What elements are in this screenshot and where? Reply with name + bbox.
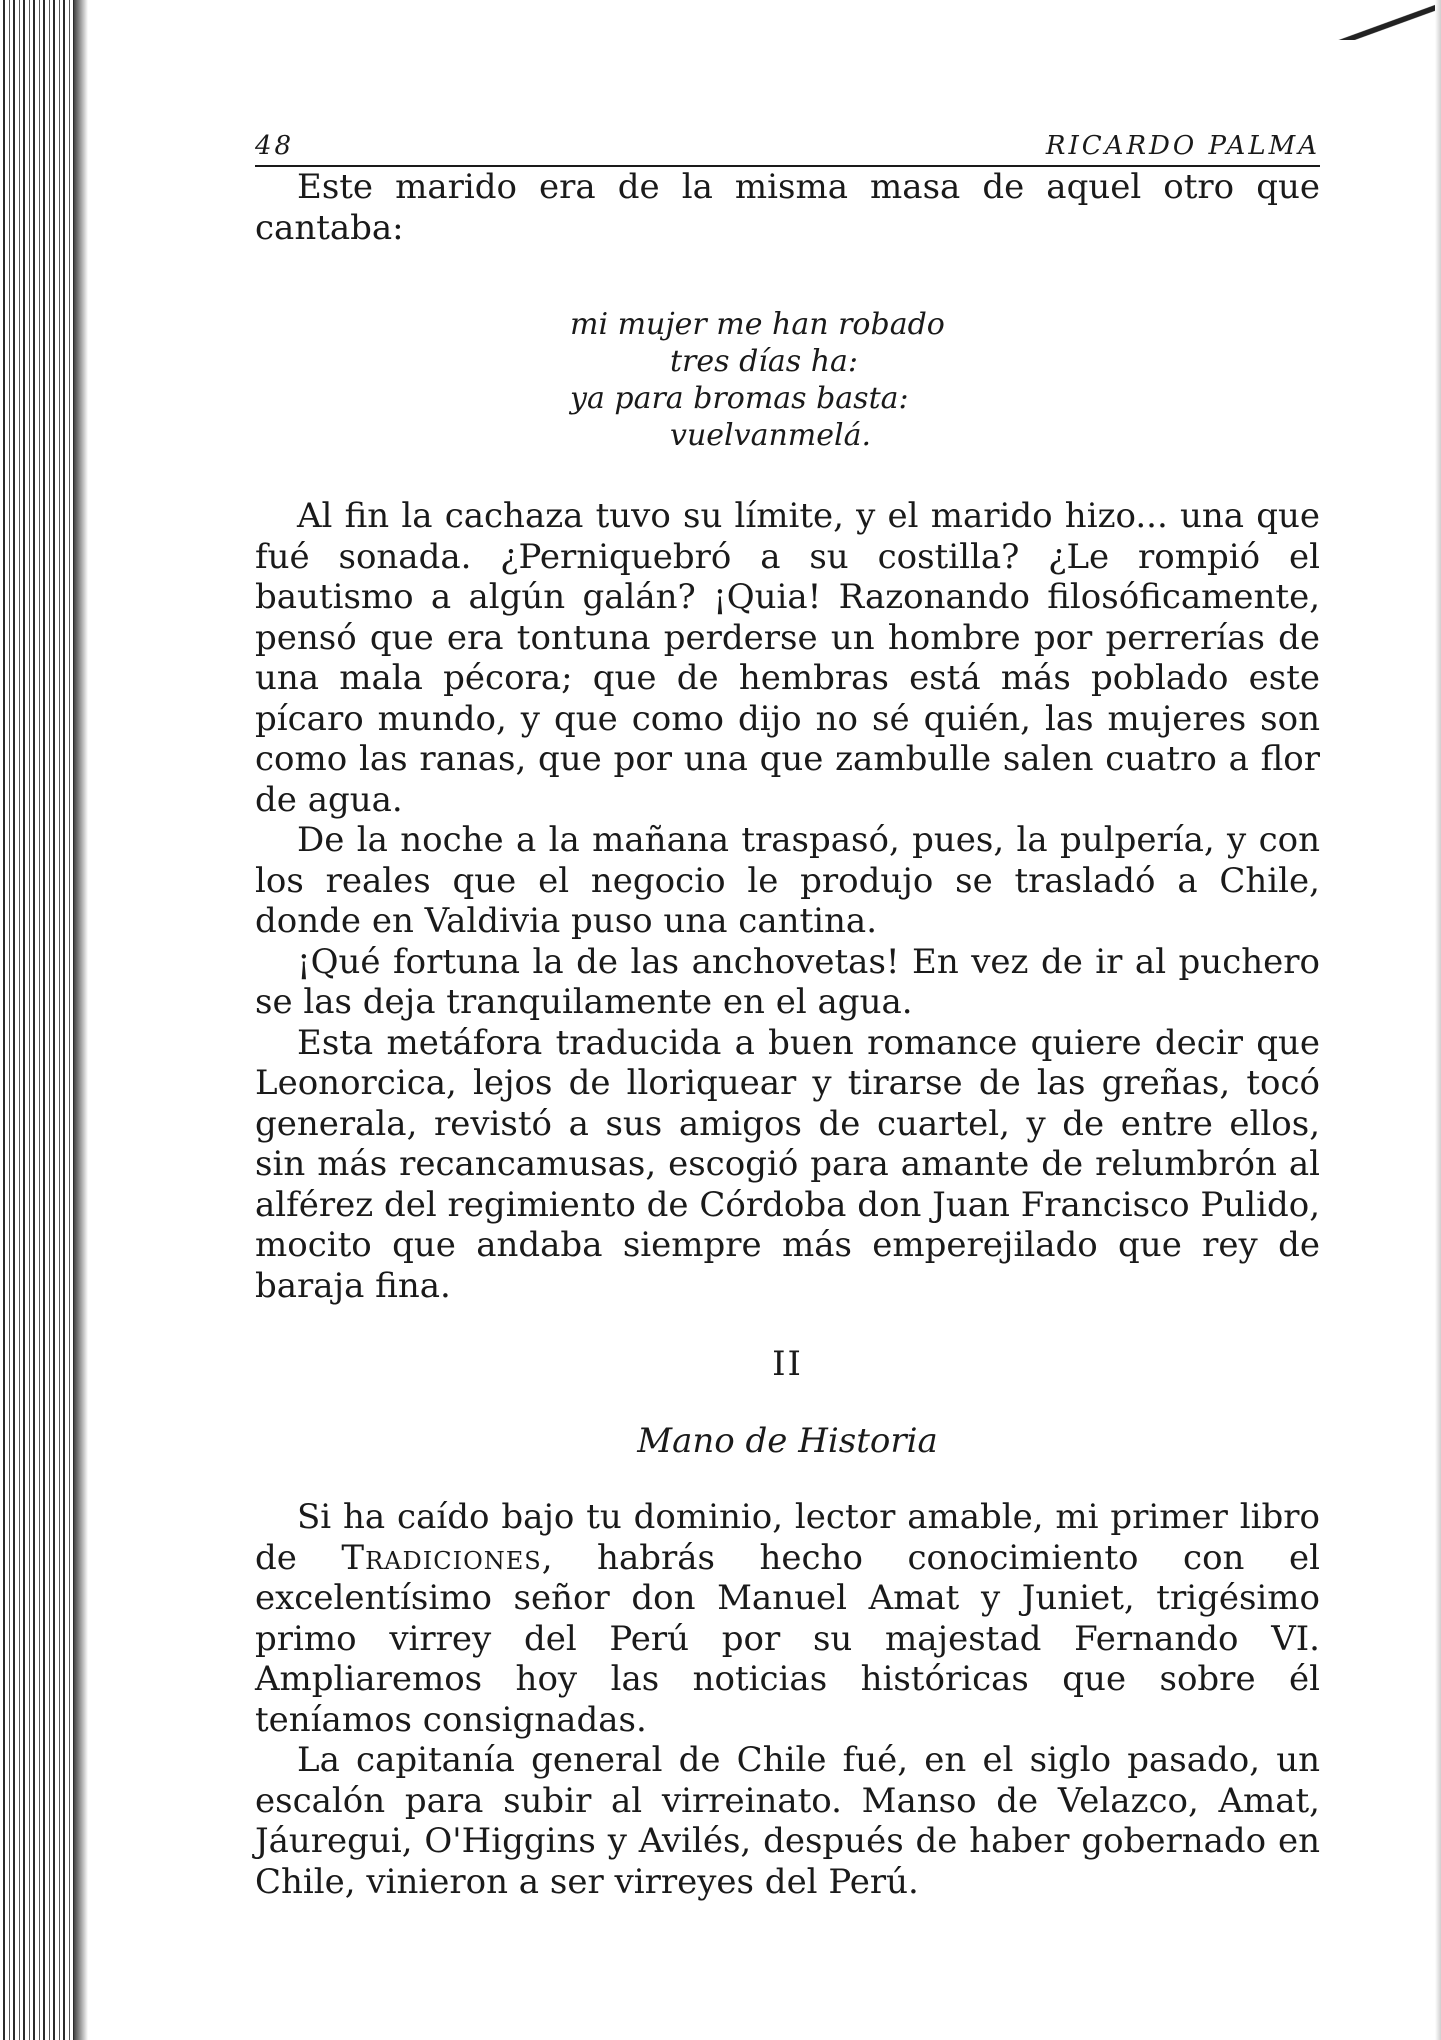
paragraph: Al fin la cachaza tuvo su límite, y el marido hizo... una que fué sonada. ¿Perniquebró a su costilla? ¿Le rompió el bautismo a algún galán? ¡Quia! Razonando filosóficamente, pensó que era tontuna perderse un hombre por perrerías de una mala pécora; que de hembras está más poblado este pícaro mundo, y que como dijo no sé quién, las mujeres son como las ranas, que por una que zambulle salen cuatro a flor de agua.	[255, 496, 1320, 820]
verse-line: mi mujer me han robado	[570, 307, 945, 342]
paragraph-intro: Este marido era de la misma masa de aquel otro que cantaba:	[255, 167, 1320, 248]
paragraph-section-1	[255, 1497, 1320, 1740]
binding-fade	[74, 0, 88, 2040]
verse-line: ya para bromas basta:	[570, 381, 909, 416]
scan-corner-mark	[1321, 0, 1441, 40]
text-run: , habrás hecho conocimiento con el excelentísimo señor don Manuel Amat y Juniet, trigésimo primo virrey del Perú por su majestad Fernando VI. Ampliaremos hoy las noticias históricas que sobre él teníamos consignadas.	[255, 1537, 1320, 1740]
paragraph: De la noche a la mañana traspasó, pues, la pulpería, y con los reales que el negocio le produjo se trasladó a Chile, donde en Valdivia puso una cantina.	[255, 820, 1320, 941]
verse-line: vuelvanmelá.	[670, 418, 871, 453]
verse-line: tres días ha:	[670, 344, 859, 379]
paragraph-section-2: La capitanía general de Chile fué, en el siglo pasado, un escalón para subir al virreinato. Manso de Velazco, Amat, Jáuregui, O'Higgins y Avilés, después de haber gobernado en Chile, vinieron a ser virreyes del Perú.	[255, 1740, 1320, 1902]
running-header	[255, 125, 1320, 167]
running-title: RICARDO PALMA	[1045, 131, 1320, 161]
text-run: Si ha caído bajo tu dominio, lector amable, mi primer libro de	[255, 1497, 1320, 1578]
page-right-edge	[1435, 0, 1441, 2040]
section-number: II	[772, 1344, 803, 1384]
page-body	[255, 167, 1320, 1902]
book-title-smallcaps: Tradiciones	[341, 1537, 542, 1578]
page-number: 48	[255, 131, 295, 161]
paragraph: Esta metáfora traducida a buen romance quiere decir que Leonorcica, lejos de lloriquear y tirarse de las greñas, tocó generala, revistó a sus amigos de cuartel, y de entre ellos, sin más recancamusas, escogió para amante de relumbrón al alférez del regimiento de Córdoba don Juan Francisco Pulido, mocito que andaba siempre más emperejilado que rey de baraja fina.	[255, 1022, 1320, 1306]
verse-block	[570, 306, 1320, 454]
section-title: Mano de Historia	[637, 1420, 938, 1461]
paragraph: ¡Qué fortuna la de las anchovetas! En vez de ir al puchero se las deja tranquilamente en el agua.	[255, 941, 1320, 1022]
book-page	[255, 125, 1320, 1902]
